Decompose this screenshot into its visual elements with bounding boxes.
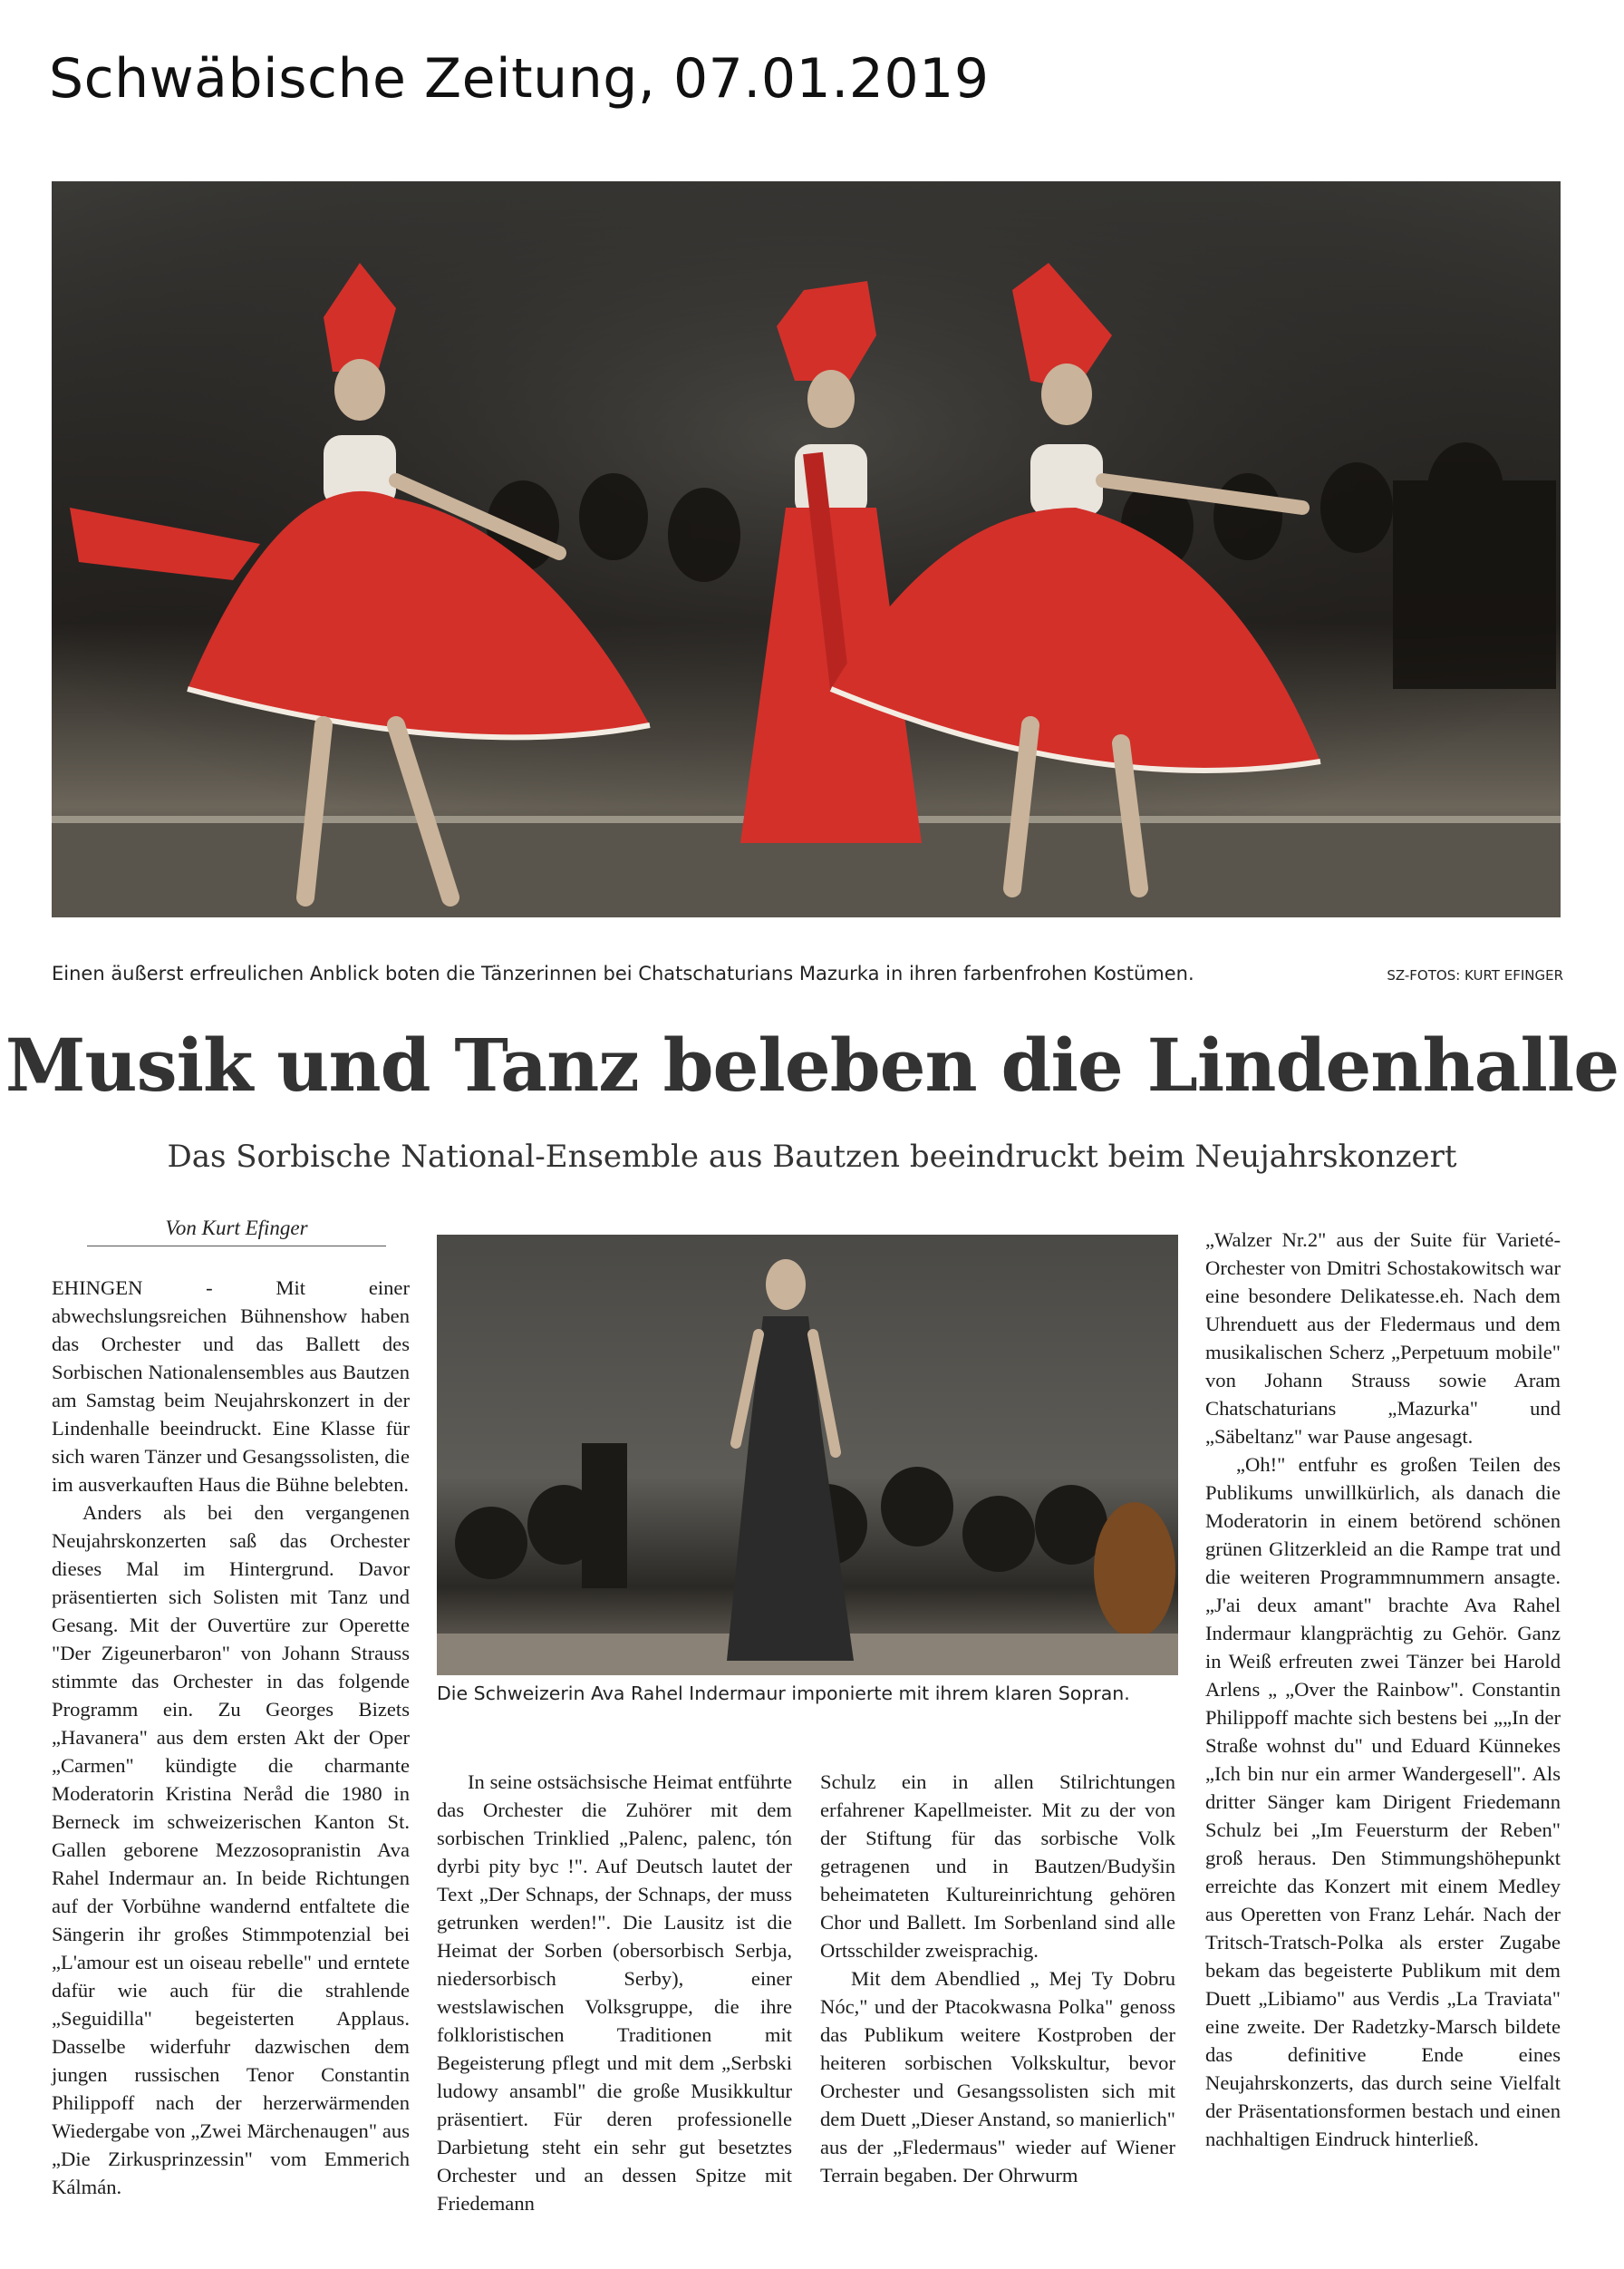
paragraph: EHINGEN - Mit einer abwechslungsreichen Bühnenshow haben das Orchester und das Ballett des Sorbischen Nationalensembles aus Bautzen am Samstag beim Neujahrskonzert in der Lindenhalle beeindruckt. Eine Klasse für sich waren Tänzer und Gesangssolisten, die im ausverkauften Haus die Bühne belebten. bbox=[52, 1276, 410, 1496]
article-column-3 bbox=[820, 1768, 1175, 2189]
paragraph: Anders als bei den vergangenen Neujahrskonzerten saß das Orchester dieses Mal im Hintergrund. Davor präsentierten sich Solisten mit Tanz und Gesang. Mit der Ouvertüre zur Operette "Der Zigeunerbaron" von Johann Strauss stimmte das Orchester in das folgende Programm ein. Zu Georges Bizets „Havanera" aus dem ersten Akt der Oper „Carmen" kündigte die charmante Moderatorin Kristina Neråd die 1980 in Berneck im schweizerischen Kanton St. Gallen geborene Mezzosopranistin Ava Rahel Indermaur an. In beide Richtungen auf der Vorbühne wandernd entfaltete die Sängerin ihr großes Stimmpotenzial bei „L'amour est un oiseau rebelle" und erntete dafür wie auch für die strahlende „Seguidilla" begeisterten Applaus. Dasselbe widerfuhr dazwischen dem jungen russischen Tenor Constantin Philippoff nach der herzerwärmenden Wiedergabe von „Zwei Märchenaugen" aus „Die Zirkusprinzessin" vom Emmerich Kálmán. bbox=[52, 1501, 410, 2198]
singer-photo-caption: Die Schweizerin Ava Rahel Indermaur imponierte mit ihrem klaren Sopran. bbox=[437, 1682, 1130, 1704]
article-column-2 bbox=[437, 1768, 792, 2217]
paragraph: „Oh!" entfuhr es großen Teilen des Publikums unwillkürlich, als danach die Moderatorin in einem betörend schönen grünen Glitzerkleid an die Rampe trat und die weiteren Programmnummern ansagte. „J'ai deux amant" brachte Ava Rahel Indermaur klangprächtig zu Gehör. Ganz in Weiß erfreuten zwei Tänzer bei Harold Arlens „ „Over the Rainbow". Constantin Philippoff machte sich bestens bei „„In der Straße wohnst du" und Eduard Künnekes „Ich bin nur ein armer Wandergesell". Als dritter Sänger kam Dirigent Friedemann Schulz bei „Im Feuersturm der Reben" groß heraus. Den Stimmungshöhepunkt erreichte das Konzert mit einem Medley aus Operetten von Franz Lehár. Nach der Tritsch-Tratsch-Polka als erster Zugabe bekam das begeisterte Publikum mit dem Duett „Libiamo" aus Verdis „La Traviata" eine zweite. Der Radetzky-Marsch bildete das definitive Ende eines Neujahrskonzerts, das durch seine Vielfalt der Präsentationsformen bestach und einen nachhaltigen Eindruck hinterließ. bbox=[1205, 1453, 1561, 2150]
dancers-photo-caption: Einen äußerst erfreulichen Anblick boten die Tänzerinnen bei Chatschaturians Mazurka in ihren farbenfrohen Kostümen. bbox=[52, 963, 1194, 984]
newspaper-masthead: Schwäbische Zeitung, 07.01.2019 bbox=[49, 47, 990, 111]
article-byline: Von Kurt Efinger bbox=[87, 1217, 386, 1246]
paragraph: „Walzer Nr.2" aus der Suite für Varieté-Orchester von Dmitri Schostakowitsch war eine besondere Delikatesse.eh. Nach dem Uhrenduett aus der Fledermaus und dem musikalischen Scherz „Perpetuum mobile" von Johann Strauss sowie Aram Chatschaturians „Mazurka" und „Säbeltanz" war Pause angesagt. bbox=[1205, 1228, 1561, 1448]
article-column-4 bbox=[1205, 1226, 1561, 2153]
paragraph: Schulz ein in allen Stilrichtungen erfahrener Kapellmeister. Mit zu der von der Stiftung für das sorbische Volk getragenen und in Bautzen/Budyšin beheimateten Kultureinrichtung gehören Chor und Ballett. Im Sorbenland sind alle Ortsschilder zweisprachig. bbox=[820, 1770, 1175, 1962]
article-column-1 bbox=[52, 1274, 410, 2201]
singer-photo-image bbox=[437, 1235, 1178, 1675]
singer-photo bbox=[437, 1235, 1178, 1675]
article-subhead: Das Sorbische National-Ensemble aus Bautzen beeindruckt beim Neujahrskonzert bbox=[167, 1139, 1457, 1175]
dancers-photo-image bbox=[52, 181, 1561, 917]
paragraph: In seine ostsächsische Heimat entführte das Orchester die Zuhörer mit dem sorbischen Trinklied „Palenc, palenc, tón dyrbi pity byc !". Auf Deutsch lautet der Text „Der Schnaps, der Schnaps, der muss getrunken werden!". Die Lausitz ist die Heimat der Sorben (obersorbisch Serbja, niedersorbisch Serby), einer westslawischen Volksgruppe, die ihre folkloristischen Traditionen mit Begeisterung pflegt und mit dem „Serbski ludowy ansambl" die große Musikkultur präsentiert. Für deren professionelle Darbietung steht ein sehr gut besetztes Orchester und an dessen Spitze mit Friedemann bbox=[437, 1770, 792, 2215]
paragraph: Mit dem Abendlied „ Mej Ty Dobru Nóc," und der Ptacokwasna Polka" genoss das Publikum weitere Kostproben der heiteren sorbischen Volkskultur, bevor Orchester und Gesangssolisten sich mit dem Duett „Dieser Anstand, so manierlich" aus der „Fledermaus" wieder auf Wiener Terrain begaben. Der Ohrwurm bbox=[820, 1967, 1175, 2187]
dancers-photo bbox=[52, 181, 1561, 917]
article-headline: Musik und Tanz beleben die Lindenhalle bbox=[5, 1023, 1619, 1108]
photo-credit: SZ-FOTOS: KURT EFINGER bbox=[1387, 967, 1563, 984]
